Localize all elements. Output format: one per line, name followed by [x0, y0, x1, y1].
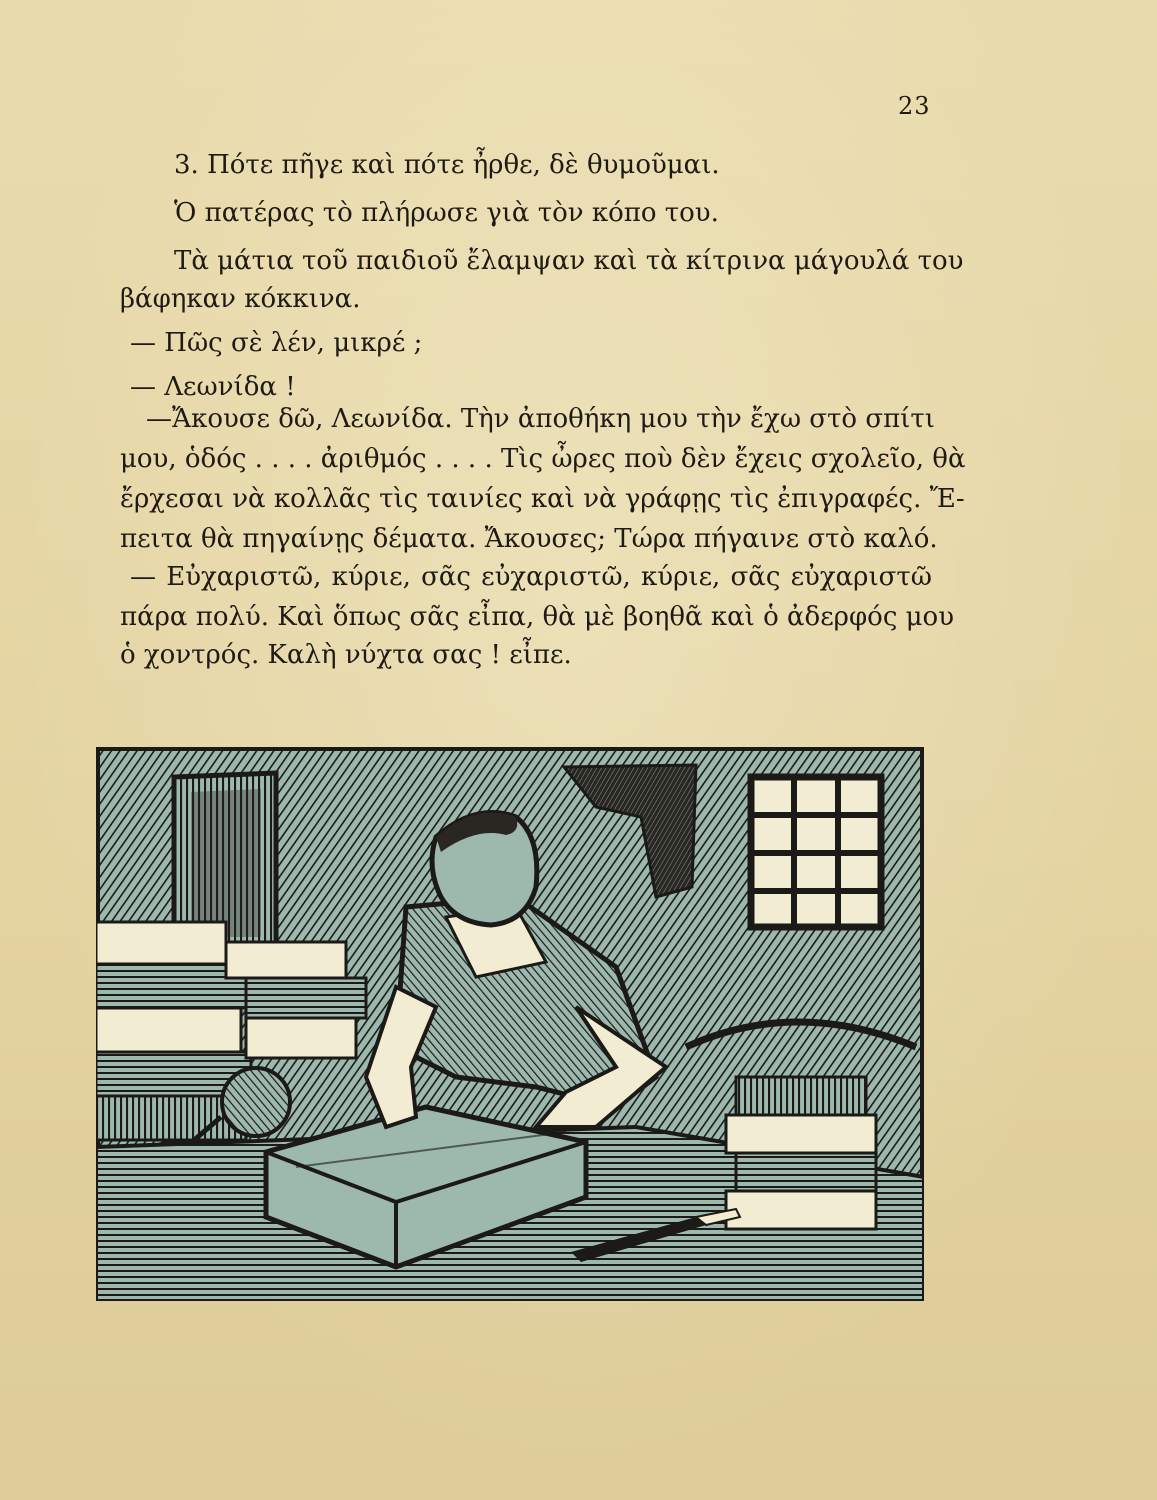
woodcut-illustration	[96, 747, 924, 1301]
text-line: 3. Πότε πῆγε καὶ πότε ἦρθε, δὲ θυμοῦμαι.	[174, 150, 720, 180]
text-line: — Εὐχαριστῶ, κύριε, σᾶς εὐχαριστῶ, κύριε, σᾶς εὐχαριστῶ	[130, 562, 932, 592]
text-line: — Λεωνίδα !	[130, 372, 296, 402]
text-line: ἔρχεσαι νὰ κολλᾶς τὶς ταινίες καὶ νὰ γράφῃς τὶς ἐπιγραφές. Ἔ-	[120, 484, 965, 514]
text-line: πάρα πολύ. Καὶ ὅπως σᾶς εἶπα, θὰ μὲ βοηθᾶ καὶ ὁ ἀδερφός μου	[120, 602, 955, 632]
text-line: —Ἄκουσε δῶ, Λεωνίδα. Τὴν ἀποθήκη μου τὴν ἔχω στὸ σπίτι	[146, 404, 935, 434]
text-line: Τὰ μάτια τοῦ παιδιοῦ ἔλαμψαν καὶ τὰ κίτρινα μάγουλά του	[174, 246, 964, 276]
text-line: ὁ χοντρός. Καλὴ νύχτα σας ! εἶπε.	[120, 640, 572, 670]
woodcut-boy-wrapping-parcel-illustration-icon	[96, 747, 924, 1301]
text-line: βάφηκαν κόκκινα.	[120, 284, 361, 314]
page-number: 23	[898, 92, 931, 120]
text-line: πειτα θὰ πηγαίνῃς δέματα. Ἄκουσες; Τώρα πήγαινε στὸ καλό.	[120, 524, 938, 554]
text-line: Ὁ πατέρας τὸ πλήρωσε γιὰ τὸν κόπο του.	[174, 198, 719, 228]
text-line: — Πῶς σὲ λέν, μικρέ ;	[130, 328, 423, 358]
text-line: μου, ὁδός . . . . ἀριθμός . . . . Τὶς ὦρες ποὺ δὲν ἔχεις σχολεῖο, θὰ	[120, 444, 966, 474]
